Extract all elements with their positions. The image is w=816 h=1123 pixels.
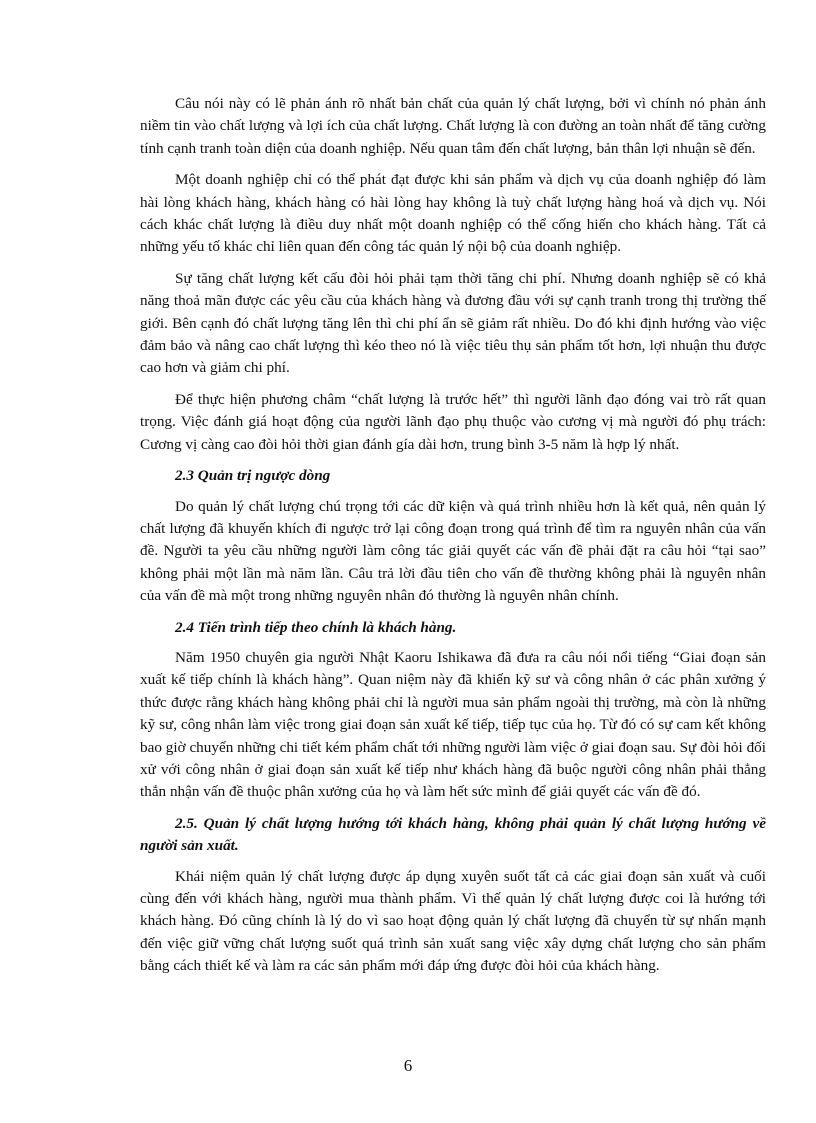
- paragraph-3: Sự tăng chất lượng kết cấu đòi hỏi phải tạm thời tăng chi phí. Nhưng doanh nghiệp sẽ có khả năng thoả mãn được các yêu cầu của khách hàng và đương đầu với sự cạnh tranh trong thị trường thế giới. Bên cạnh đó chất lượng tăng lên thì chi phí ẩn sẽ giảm rất nhiều. Do đó khi định hướng vào việc đảm bảo và nâng cao chất lượng thì kéo theo nó là việc tiêu thụ sản phẩm tốt hơn, lợi nhuận thu được cao hơn và giảm chi phí.: [140, 269, 766, 377]
- section-heading-2-3: 2.3 Quản trị ngược dòng: [175, 467, 331, 485]
- section-heading-2-4: 2.4 Tiến trình tiếp theo chính là khách hàng.: [175, 618, 457, 636]
- section-heading-2-5: 2.5. Quản lý chất lượng hướng tới khách hàng, không phải quản lý chất lượng hướng về người sản xuất.: [140, 814, 766, 855]
- paragraph-2: Một doanh nghiệp chỉ có thể phát đạt được khi sản phẩm và dịch vụ của doanh nghiệp đó làm hài lòng khách hàng, khách hàng có hài lòng hay không là tuỳ chất lượng hàng hoá và dịch vụ. Nói cách khác chất lượng là điều duy nhất một doanh nghiệp có thể cống hiến cho khách hàng. Tất cả những yếu tố khác chỉ liên quan đến công tác quản lý nội bộ của doanh nghiệp.: [140, 171, 766, 256]
- paragraph-2-3: Do quản lý chất lượng chú trọng tới các dữ kiện và quá trình nhiều hơn là kết quả, nên quản lý chất lượng đã khuyến khích đi ngược trở lại công đoạn trong quá trình để tìm ra nguyên nhân của vấn đề. Người ta yêu cầu những người làm công tác giải quyết các vấn đề phải đặt ra câu hỏi “tại sao” không phải một lần mà năm lần. Câu trả lời đầu tiên cho vấn đề thường không phải là nguyên nhân của vấn đề mà một trong những nguyên nhân đó thường là nguyên nhân chính.: [140, 497, 766, 605]
- page-number: 6: [403, 1056, 413, 1075]
- paragraph-1: Câu nói này có lẽ phản ánh rõ nhất bản chất của quản lý chất lượng, bởi vì chính nó phản ánh niềm tin vào chất lượng và lợi ích của chất lượng. Chất lượng là con đường an toàn nhất để tăng cường tính cạnh tranh toàn diện của doanh nghiệp. Nếu quan tâm đến chất lượng, bản thân lợi nhuận sẽ đến.: [140, 95, 766, 157]
- paragraph-2-5: Khái niệm quản lý chất lượng được áp dụng xuyên suốt tất cả các giai đoạn sản xuất và cuối cùng đến với khách hàng, người mua thành phẩm. Vì thế quản lý chất lượng được coi là hướng tới khách hàng. Đó cũng chính là lý do vì sao hoạt động quản lý chất lượng đã chuyển từ sự nhấn mạnh đến việc giữ vững chất lượng suốt quá trình sản xuất sang việc xây dựng chất lượng cho sản phẩm bằng cách thiết kế và làm ra các sản phẩm mới đáp ứng được đòi hỏi của khách hàng.: [140, 867, 766, 975]
- paragraph-2-4: Năm 1950 chuyên gia người Nhật Kaoru Ishikawa đã đưa ra câu nói nổi tiếng “Giai đoạn sản xuất kế tiếp chính là khách hàng”. Quan niệm này đã khiến kỹ sư và công nhân ở các phân xưởng ý thức được rằng khách hàng không phải chỉ là người mua sản phẩm ngoài thị trường, mà còn là những kỹ sư, công nhân làm việc trong giai đoạn sản xuất kế tiếp, tiếp tục của họ. Từ đó có sự cam kết không bao giờ chuyển những chi tiết kém phẩm chất tới những người làm việc ở giai đoạn sau. Sự đòi hỏi đối xử với công nhân ở giai đoạn sản xuất kế tiếp như khách hàng đã buộc người công nhân phải thẳng thắn nhận vấn đề thuộc phân xưởng của họ và làm hết sức mình để giải quyết các vấn đề đó.: [140, 648, 766, 801]
- paragraph-4: Để thực hiện phương châm “chất lượng là trước hết” thì người lãnh đạo đóng vai trò rất quan trọng. Việc đánh giá hoạt động của người lãnh đạo phụ thuộc vào cương vị mà người đó phụ trách: Cương vị càng cao đòi hỏi thời gian đánh gía dài hơn, trung bình 3-5 năm là hợp lý nhất.: [140, 390, 766, 453]
- document-body: [140, 93, 766, 987]
